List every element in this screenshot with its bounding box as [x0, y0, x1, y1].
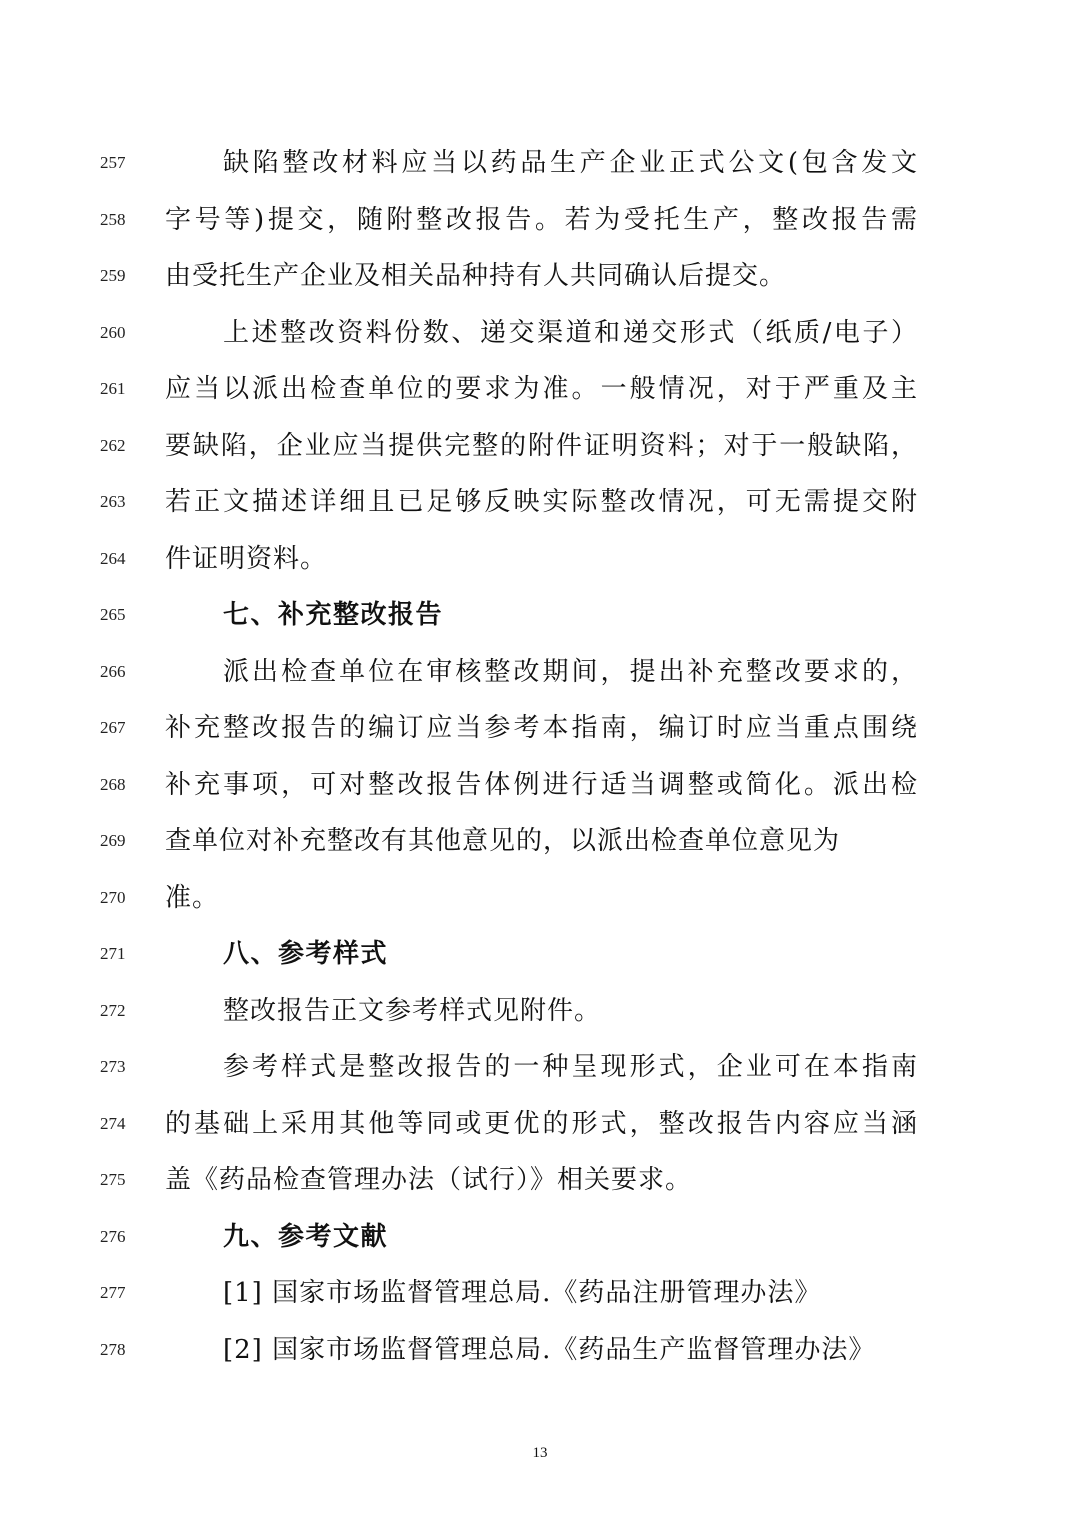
line-number: 261	[100, 379, 126, 398]
text-line	[0, 878, 1080, 918]
line-text: 若正文描述详细且已足够反映实际整改情况，可无需提交附	[165, 487, 917, 517]
page-number: 13	[532, 1445, 548, 1461]
line-number: 276	[100, 1227, 126, 1246]
line-text: 补充事项，可对整改报告体例进行适当调整或简化。派出检	[165, 770, 917, 800]
line-number: 271	[100, 944, 126, 963]
section-heading-line	[0, 934, 1080, 974]
line-text: 整改报告正文参考样式见附件。	[223, 996, 602, 1026]
line-number: 264	[100, 549, 126, 568]
line-number: 272	[100, 1001, 126, 1020]
text-line	[0, 821, 1080, 861]
reference-line	[0, 1273, 1080, 1313]
section-heading: 八、参考样式	[223, 939, 389, 969]
line-text: 补充整改报告的编订应当参考本指南，编订时应当重点围绕	[165, 713, 917, 743]
reference-line	[0, 1330, 1080, 1370]
section-heading: 九、参考文献	[223, 1222, 389, 1252]
line-number: 262	[100, 436, 126, 455]
text-line	[0, 256, 1080, 296]
text-line	[0, 1104, 1080, 1144]
text-line	[0, 539, 1080, 579]
line-text: 上述整改资料份数、递交渠道和递交形式（纸质/电子）	[223, 318, 917, 348]
text-line	[0, 765, 1080, 805]
line-number: 263	[100, 492, 126, 511]
text-line	[0, 426, 1080, 466]
line-text: 由受托生产企业及相关品种持有人共同确认后提交。	[165, 261, 787, 291]
section-heading-line	[0, 595, 1080, 635]
line-number: 274	[100, 1114, 126, 1133]
line-number: 265	[100, 605, 126, 624]
line-text: 准。	[165, 883, 220, 913]
line-number: 267	[100, 718, 126, 737]
line-number: 270	[100, 888, 126, 907]
line-number: 269	[100, 831, 126, 850]
line-text: 参考样式是整改报告的一种呈现形式，企业可在本指南	[223, 1052, 917, 1082]
text-line	[0, 369, 1080, 409]
line-number: 266	[100, 662, 126, 681]
reference-entry: [2] 国家市场监督管理总局.《药品生产监督管理办法》	[223, 1335, 876, 1365]
line-number: 273	[100, 1057, 126, 1076]
text-line	[0, 313, 1080, 353]
line-text: 件证明资料。	[165, 544, 328, 574]
line-number: 268	[100, 775, 126, 794]
line-text: 的基础上采用其他等同或更优的形式，整改报告内容应当涵	[165, 1109, 917, 1139]
line-text: 盖《药品检查管理办法（试行）》相关要求。	[165, 1165, 693, 1195]
line-text: 字号等)提交，随附整改报告。若为受托生产，整改报告需	[165, 205, 917, 235]
text-line	[0, 1047, 1080, 1087]
text-line	[0, 200, 1080, 240]
line-number: 277	[100, 1283, 126, 1302]
text-line	[0, 652, 1080, 692]
section-heading-line	[0, 1217, 1080, 1257]
line-number: 278	[100, 1340, 126, 1359]
line-text: 派出检查单位在审核整改期间，提出补充整改要求的，	[223, 657, 917, 687]
text-line	[0, 143, 1080, 183]
reference-entry: [1] 国家市场监督管理总局.《药品注册管理办法》	[223, 1278, 822, 1308]
line-text: 要缺陷，企业应当提供完整的附件证明资料；对于一般缺陷，	[165, 431, 917, 461]
line-text: 缺陷整改材料应当以药品生产企业正式公文(包含发文	[223, 148, 917, 178]
text-line	[0, 708, 1080, 748]
text-line	[0, 1160, 1080, 1200]
line-number: 275	[100, 1170, 126, 1189]
section-heading: 七、补充整改报告	[223, 600, 444, 630]
line-number: 257	[100, 153, 126, 172]
line-text: 查单位对补充整改有其他意见的，以派出检查单位意见为	[165, 826, 841, 856]
text-line	[0, 482, 1080, 522]
text-line	[0, 991, 1080, 1031]
line-number: 258	[100, 210, 126, 229]
line-number: 259	[100, 266, 126, 285]
line-text: 应当以派出检查单位的要求为准。一般情况，对于严重及主	[165, 374, 917, 404]
line-number: 260	[100, 323, 126, 342]
